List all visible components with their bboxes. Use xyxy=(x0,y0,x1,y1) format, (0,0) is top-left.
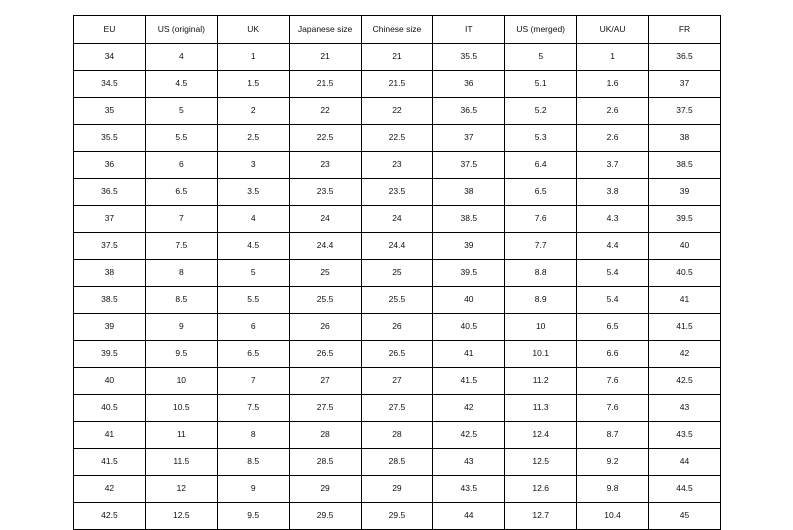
size-conversion-table-wrapper xyxy=(73,15,721,530)
table-cell: 27 xyxy=(361,368,433,395)
table-cell: 45 xyxy=(649,503,721,530)
table-cell: 6.6 xyxy=(577,341,649,368)
table-cell: 1.5 xyxy=(217,71,289,98)
table-cell: 40 xyxy=(649,233,721,260)
table-cell: 24 xyxy=(289,206,361,233)
table-row xyxy=(74,152,721,179)
table-cell: 23.5 xyxy=(361,179,433,206)
table-cell: 12.7 xyxy=(505,503,577,530)
table-row xyxy=(74,449,721,476)
table-cell: 7 xyxy=(145,206,217,233)
table-cell: 8.7 xyxy=(577,422,649,449)
table-cell: 36.5 xyxy=(649,44,721,71)
column-header: US (merged) xyxy=(505,16,577,44)
table-cell: 5.1 xyxy=(505,71,577,98)
table-cell: 6.5 xyxy=(577,314,649,341)
table-cell: 9.2 xyxy=(577,449,649,476)
table-cell: 4.4 xyxy=(577,233,649,260)
table-cell: 28.5 xyxy=(361,449,433,476)
table-cell: 35.5 xyxy=(433,44,505,71)
table-cell: 5 xyxy=(217,260,289,287)
table-row xyxy=(74,422,721,449)
table-header xyxy=(74,16,721,44)
table-cell: 29 xyxy=(289,476,361,503)
column-header: Japanese size xyxy=(289,16,361,44)
table-cell: 10.5 xyxy=(145,395,217,422)
table-cell: 24.4 xyxy=(289,233,361,260)
table-cell: 3.7 xyxy=(577,152,649,179)
table-cell: 36 xyxy=(433,71,505,98)
table-cell: 8.9 xyxy=(505,287,577,314)
table-cell: 3.8 xyxy=(577,179,649,206)
table-cell: 5.3 xyxy=(505,125,577,152)
table-cell: 4 xyxy=(217,206,289,233)
table-cell: 25 xyxy=(361,260,433,287)
table-cell: 7.6 xyxy=(577,395,649,422)
table-cell: 37.5 xyxy=(433,152,505,179)
table-row xyxy=(74,179,721,206)
table-cell: 43.5 xyxy=(649,422,721,449)
table-cell: 29.5 xyxy=(289,503,361,530)
table-cell: 10 xyxy=(505,314,577,341)
table-cell: 40 xyxy=(74,368,146,395)
table-cell: 34.5 xyxy=(74,71,146,98)
table-cell: 41.5 xyxy=(649,314,721,341)
table-cell: 8 xyxy=(145,260,217,287)
table-cell: 44.5 xyxy=(649,476,721,503)
table-row xyxy=(74,476,721,503)
table-cell: 1.6 xyxy=(577,71,649,98)
table-cell: 9.5 xyxy=(145,341,217,368)
table-cell: 23 xyxy=(361,152,433,179)
table-cell: 22.5 xyxy=(289,125,361,152)
table-row xyxy=(74,395,721,422)
table-cell: 5.4 xyxy=(577,260,649,287)
table-cell: 26.5 xyxy=(289,341,361,368)
table-cell: 37.5 xyxy=(649,98,721,125)
table-cell: 38 xyxy=(74,260,146,287)
table-cell: 39 xyxy=(433,233,505,260)
table-cell: 28 xyxy=(361,422,433,449)
table-cell: 40.5 xyxy=(649,260,721,287)
table-cell: 7.5 xyxy=(145,233,217,260)
table-cell: 42 xyxy=(649,341,721,368)
table-cell: 41 xyxy=(649,287,721,314)
table-cell: 35.5 xyxy=(74,125,146,152)
table-cell: 1 xyxy=(577,44,649,71)
table-cell: 39.5 xyxy=(74,341,146,368)
table-cell: 37.5 xyxy=(74,233,146,260)
table-cell: 10.4 xyxy=(577,503,649,530)
table-cell: 12.4 xyxy=(505,422,577,449)
table-cell: 2.5 xyxy=(217,125,289,152)
table-cell: 38.5 xyxy=(649,152,721,179)
table-cell: 26 xyxy=(289,314,361,341)
table-cell: 9.5 xyxy=(217,503,289,530)
column-header: UK xyxy=(217,16,289,44)
table-row xyxy=(74,98,721,125)
table-cell: 23.5 xyxy=(289,179,361,206)
table-row xyxy=(74,71,721,98)
column-header: UK/AU xyxy=(577,16,649,44)
table-cell: 7.6 xyxy=(577,368,649,395)
table-cell: 35 xyxy=(74,98,146,125)
table-row xyxy=(74,44,721,71)
table-cell: 11 xyxy=(145,422,217,449)
table-cell: 6.5 xyxy=(505,179,577,206)
table-cell: 6.5 xyxy=(145,179,217,206)
table-cell: 5 xyxy=(145,98,217,125)
table-cell: 42.5 xyxy=(649,368,721,395)
table-cell: 8.5 xyxy=(217,449,289,476)
table-cell: 24.4 xyxy=(361,233,433,260)
table-cell: 7.6 xyxy=(505,206,577,233)
table-cell: 42 xyxy=(433,395,505,422)
table-cell: 12.6 xyxy=(505,476,577,503)
table-cell: 41.5 xyxy=(74,449,146,476)
table-cell: 9.8 xyxy=(577,476,649,503)
table-cell: 43.5 xyxy=(433,476,505,503)
table-cell: 42.5 xyxy=(433,422,505,449)
table-cell: 25 xyxy=(289,260,361,287)
table-cell: 40.5 xyxy=(433,314,505,341)
table-cell: 12.5 xyxy=(505,449,577,476)
table-cell: 27 xyxy=(289,368,361,395)
table-cell: 11.2 xyxy=(505,368,577,395)
table-cell: 26 xyxy=(361,314,433,341)
table-cell: 38 xyxy=(649,125,721,152)
table-cell: 40.5 xyxy=(74,395,146,422)
table-cell: 38.5 xyxy=(433,206,505,233)
table-cell: 25.5 xyxy=(289,287,361,314)
table-cell: 12.5 xyxy=(145,503,217,530)
table-cell: 26.5 xyxy=(361,341,433,368)
table-cell: 7.7 xyxy=(505,233,577,260)
column-header: EU xyxy=(74,16,146,44)
table-cell: 10.1 xyxy=(505,341,577,368)
table-cell: 42.5 xyxy=(74,503,146,530)
table-cell: 11.3 xyxy=(505,395,577,422)
table-row xyxy=(74,368,721,395)
table-cell: 36 xyxy=(74,152,146,179)
table-cell: 39.5 xyxy=(649,206,721,233)
column-header: IT xyxy=(433,16,505,44)
table-cell: 7.5 xyxy=(217,395,289,422)
table-row xyxy=(74,260,721,287)
column-header: FR xyxy=(649,16,721,44)
table-cell: 8 xyxy=(217,422,289,449)
table-row xyxy=(74,206,721,233)
table-cell: 4.5 xyxy=(217,233,289,260)
table-cell: 21.5 xyxy=(289,71,361,98)
table-header-row xyxy=(74,16,721,44)
table-cell: 21.5 xyxy=(361,71,433,98)
table-cell: 10 xyxy=(145,368,217,395)
table-cell: 44 xyxy=(649,449,721,476)
table-cell: 24 xyxy=(361,206,433,233)
table-cell: 22 xyxy=(361,98,433,125)
table-row xyxy=(74,287,721,314)
table-cell: 5.2 xyxy=(505,98,577,125)
table-cell: 29.5 xyxy=(361,503,433,530)
table-cell: 6 xyxy=(217,314,289,341)
table-row xyxy=(74,233,721,260)
table-cell: 36.5 xyxy=(433,98,505,125)
table-cell: 22.5 xyxy=(361,125,433,152)
table-body xyxy=(74,44,721,530)
table-row xyxy=(74,125,721,152)
table-cell: 3 xyxy=(217,152,289,179)
table-cell: 36.5 xyxy=(74,179,146,206)
table-cell: 7 xyxy=(217,368,289,395)
table-cell: 29 xyxy=(361,476,433,503)
table-cell: 6 xyxy=(145,152,217,179)
table-row xyxy=(74,314,721,341)
table-cell: 39.5 xyxy=(433,260,505,287)
table-cell: 4.5 xyxy=(145,71,217,98)
table-cell: 41 xyxy=(433,341,505,368)
table-cell: 37 xyxy=(74,206,146,233)
table-cell: 9 xyxy=(217,476,289,503)
table-cell: 40 xyxy=(433,287,505,314)
table-cell: 3.5 xyxy=(217,179,289,206)
table-cell: 4.3 xyxy=(577,206,649,233)
table-cell: 12 xyxy=(145,476,217,503)
table-cell: 4 xyxy=(145,44,217,71)
column-header: US (original) xyxy=(145,16,217,44)
table-cell: 9 xyxy=(145,314,217,341)
table-cell: 21 xyxy=(361,44,433,71)
column-header: Chinese size xyxy=(361,16,433,44)
table-cell: 41.5 xyxy=(433,368,505,395)
table-cell: 23 xyxy=(289,152,361,179)
table-cell: 8.5 xyxy=(145,287,217,314)
table-cell: 2 xyxy=(217,98,289,125)
table-cell: 5 xyxy=(505,44,577,71)
table-cell: 44 xyxy=(433,503,505,530)
table-cell: 34 xyxy=(74,44,146,71)
table-cell: 6.5 xyxy=(217,341,289,368)
table-cell: 25.5 xyxy=(361,287,433,314)
table-cell: 8.8 xyxy=(505,260,577,287)
table-cell: 27.5 xyxy=(289,395,361,422)
table-row xyxy=(74,503,721,530)
table-cell: 1 xyxy=(217,44,289,71)
table-cell: 38 xyxy=(433,179,505,206)
table-cell: 5.5 xyxy=(217,287,289,314)
table-cell: 27.5 xyxy=(361,395,433,422)
table-cell: 37 xyxy=(433,125,505,152)
table-row xyxy=(74,341,721,368)
table-cell: 21 xyxy=(289,44,361,71)
table-cell: 2.6 xyxy=(577,125,649,152)
table-cell: 42 xyxy=(74,476,146,503)
table-cell: 38.5 xyxy=(74,287,146,314)
table-cell: 37 xyxy=(649,71,721,98)
table-cell: 22 xyxy=(289,98,361,125)
table-cell: 2.6 xyxy=(577,98,649,125)
table-cell: 39 xyxy=(74,314,146,341)
size-conversion-table xyxy=(73,15,721,530)
table-cell: 41 xyxy=(74,422,146,449)
table-cell: 28 xyxy=(289,422,361,449)
table-cell: 28.5 xyxy=(289,449,361,476)
table-cell: 43 xyxy=(649,395,721,422)
table-cell: 5.4 xyxy=(577,287,649,314)
table-cell: 43 xyxy=(433,449,505,476)
table-cell: 5.5 xyxy=(145,125,217,152)
table-cell: 11.5 xyxy=(145,449,217,476)
table-cell: 6.4 xyxy=(505,152,577,179)
table-cell: 39 xyxy=(649,179,721,206)
